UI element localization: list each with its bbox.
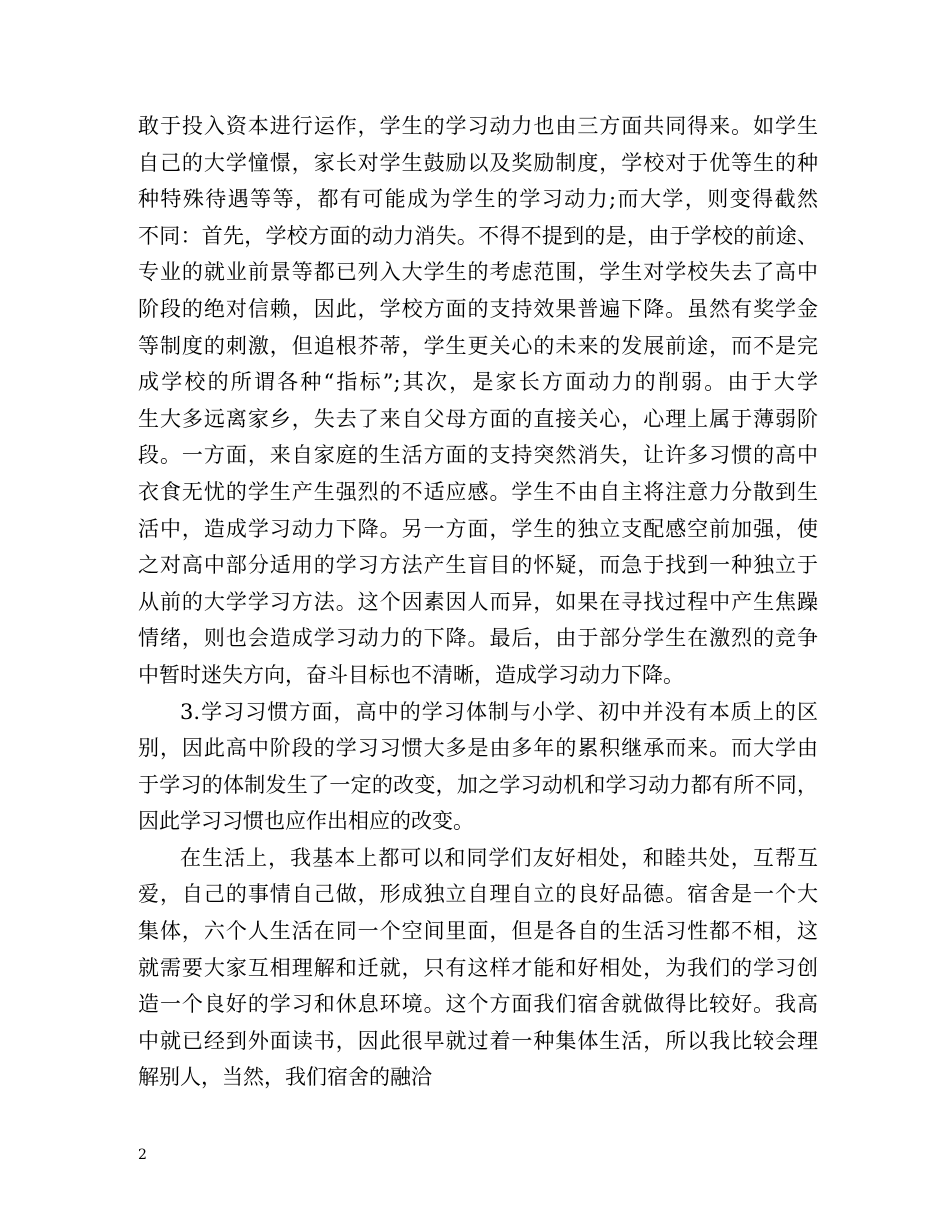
text-line: 中暂时迷失方向，奋斗目标也不清晰，造成学习动力下降。 (138, 662, 684, 687)
text-line: 阶段的绝对信赖，因此，学校方面的支持效果普遍下降。虽然有奖学金 (138, 296, 818, 321)
text-line: 成学校的所谓各种“指标”;其次，是家长方面动力的削弱。由于大学 (138, 370, 818, 395)
text-line: 生大多远离家乡，失去了来自父母方面的直接关心，心理上属于薄弱阶 (138, 406, 818, 431)
text-line: 敢于投入资本进行运作，学生的学习动力也由三方面共同得来。如学生 (138, 114, 818, 138)
text-line: 情绪，则也会造成学习动力的下降。最后，由于部分学生在激烈的竞争 (138, 626, 818, 651)
text-line: 专业的就业前景等都已列入大学生的考虑范围，学生对学校失去了高中 (138, 260, 818, 285)
text-line: 活中，造成学习动力下降。另一方面，学生的独立支配感空前加强，使 (138, 516, 818, 541)
text-line: 中就已经到外面读书，因此很早就过着一种集体生活，所以我比较会理 (138, 1028, 818, 1053)
text-line: 衣食无忧的学生产生强烈的不适应感。学生不由自主将注意力分散到生 (138, 479, 818, 504)
text-line: 之对高中部分适用的学习方法产生盲目的怀疑，而急于找到一种独立于 (138, 553, 818, 578)
text-line: 段。一方面，来自家庭的生活方面的支持突然消失，让许多习惯的高中 (138, 443, 818, 468)
text-line: 3.学习习惯方面，高中的学习体制与小学、初中并没有本质上的区 (180, 699, 818, 724)
page-number: 2 (138, 1147, 147, 1163)
text-line: 爱，自己的事情自己做，形成独立自理自立的良好品德。宿舍是一个大 (138, 882, 818, 907)
text-line: 自己的大学憧憬，家长对学生鼓励以及奖励制度，学校对于优等生的种 (138, 150, 818, 175)
text-line: 造一个良好的学习和休息环境。这个方面我们宿舍就做得比较好。我高 (138, 992, 818, 1017)
text-line: 就需要大家互相理解和迁就，只有这样才能和好相处，为我们的学习创 (138, 955, 818, 980)
text-line: 不同：首先，学校方面的动力消失。不得不提到的是，由于学校的前途、 (138, 223, 818, 248)
text-line: 从前的大学学习方法。这个因素因人而异，如果在寻找过程中产生焦躁 (138, 589, 818, 614)
text-line: 在生活上，我基本上都可以和同学们友好相处，和睦共处，互帮互 (180, 845, 818, 870)
text-line: 等制度的刺激，但追根芥蒂，学生更关心的未来的发展前途，而不是完 (138, 333, 818, 358)
text-line: 集体，六个人生活在同一个空间里面，但是各自的生活习性都不相，这 (138, 919, 818, 944)
text-line: 于学习的体制发生了一定的改变，加之学习动机和学习动力都有所不同， (138, 772, 818, 797)
body-text (138, 108, 818, 1096)
text-line: 种特殊待遇等等，都有可能成为学生的学习动力;而大学，则变得截然 (138, 187, 818, 212)
text-line: 别，因此高中阶段的学习习惯大多是由多年的累积继承而来。而大学由 (138, 736, 818, 761)
text-line: 解别人，当然，我们宿舍的融洽 (138, 1065, 432, 1090)
text-line: 因此学习习惯也应作出相应的改变。 (138, 809, 474, 834)
